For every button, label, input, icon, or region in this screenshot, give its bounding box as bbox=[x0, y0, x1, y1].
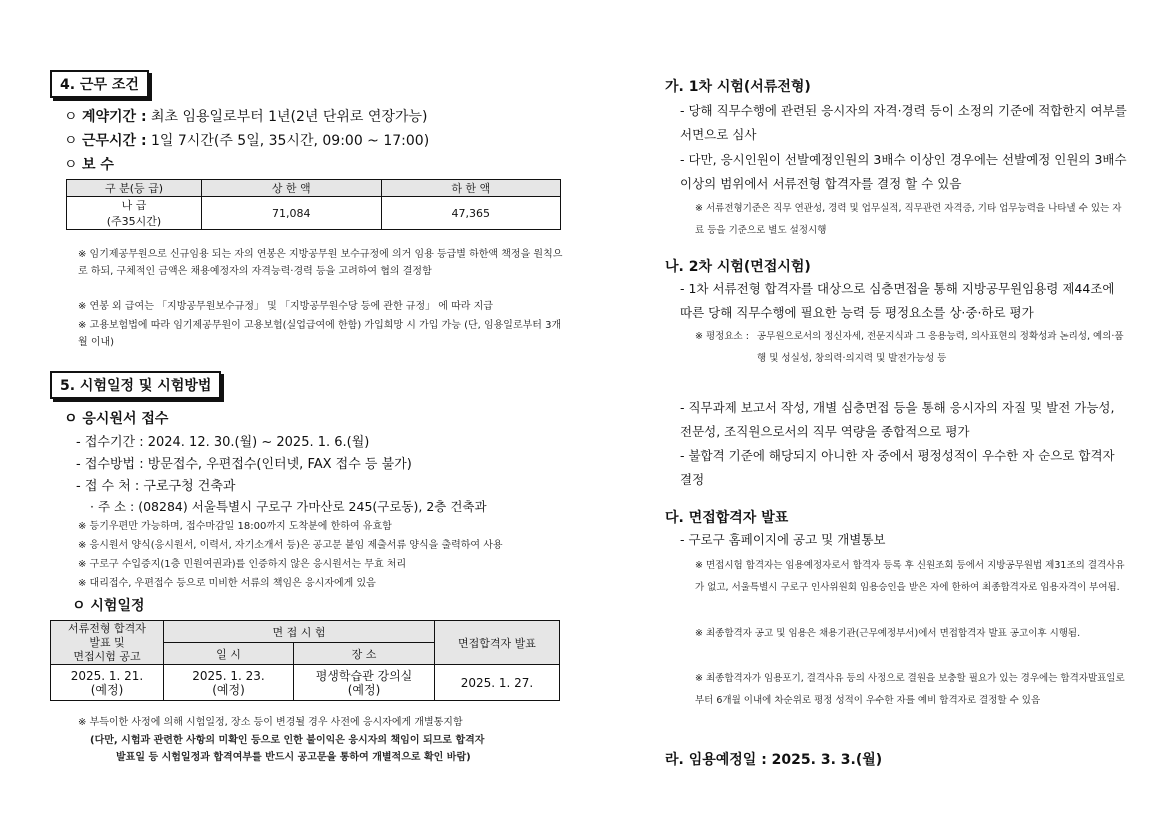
da-item-1: - 구로구 홈페이지에 공고 및 개별통보 bbox=[680, 532, 886, 547]
hours-label: 근무시간 : bbox=[81, 133, 147, 149]
schedule-warning-2: 발표일 등 시험일정과 합격여부를 반드시 공고문을 통하여 개별적으로 확인 바람) bbox=[116, 752, 471, 763]
pay-note-2: ※ 연봉 외 급여는 「지방공무원보수규정」 및 「지방공무원수당 등에 관한 규정」 에 따라 지급 bbox=[78, 301, 493, 312]
sched-interview-date-cell bbox=[164, 665, 294, 701]
section-5-title: 5. 시험일정 및 시험방법 bbox=[50, 371, 221, 399]
sched-doc-date-sub: (예정) bbox=[90, 682, 124, 697]
apply-note-3: ※ 구로구 수입증지(1층 민원여권과)를 인증하지 않은 응시원서는 무효 처리 bbox=[78, 559, 407, 570]
pay-header-grade: 구 분(등 급) bbox=[67, 180, 202, 197]
apply-place: - 접 수 처 : 구로구청 건축과 bbox=[76, 479, 236, 494]
pay-note-3: ※ 고용보험법에 따라 임기제공무원이 고용보험(실업급여에 한함) 가입희망 시 가입 가능 (단, 임용일로부터 3개월 이내) bbox=[78, 320, 562, 348]
da-note-3: ※ 최종합격자가 임용포기, 결격사유 등의 사정으로 결원을 보충할 필요가 있는 경우에는 합격자발표일로부터 6개월 이내에 차순위로 평정 성적이 우수한 자를 예비 합격자로 결정할 수 있음 bbox=[695, 673, 1125, 706]
schedule-label: 시험일정 bbox=[90, 598, 145, 614]
ra-title: 라. 임용예정일 : 2025. 3. 3.(월) bbox=[665, 752, 883, 768]
sched-header-doc bbox=[51, 621, 164, 665]
pay-header-upper: 상 한 액 bbox=[202, 180, 382, 197]
contract-label: 계약기간 : bbox=[81, 109, 147, 125]
pay-grade: 나 급 bbox=[121, 199, 147, 212]
pay-header-lower: 하 한 액 bbox=[381, 180, 561, 197]
na-note: 공무원으로서의 정신자세, 전문지식과 그 응용능력, 의사표현의 정확성과 논리성, 예의·품행 및 성실성, 창의력·의지력 및 발전가능성 등 bbox=[757, 331, 1124, 364]
pay-table bbox=[66, 179, 561, 230]
apply-note-2: ※ 응시원서 양식(응시원서, 이력서, 자기소개서 등)은 공고문 붙임 제출서류 양식을 출력하여 사용 bbox=[78, 540, 503, 551]
apply-address: · 주 소 : (08284) 서울특별시 구로구 가마산로 245(구로동), 2층 건축과 bbox=[90, 499, 487, 514]
pay-upper: 71,084 bbox=[202, 197, 382, 230]
sched-header-doc-3: 면접시험 공고 bbox=[73, 649, 141, 663]
na-item-3: - 불합격 기준에 해당되지 아니한 자 중에서 평정성적이 우수한 자 순으로 합격자 결정 bbox=[680, 448, 1115, 487]
pay-label: 보 수 bbox=[81, 157, 114, 173]
contract-text: 최초 임용일로부터 1년(2년 단위로 연장가능) bbox=[151, 109, 428, 125]
na-item-2: - 직무과제 보고서 작성, 개별 심층면접 등을 통해 응시자의 자질 및 발전 가능성, 전문성, 조직원으로서의 직무 역량을 종합적으로 평가 bbox=[680, 400, 1115, 439]
schedule-line: ㅇ 시험일정 bbox=[72, 598, 145, 614]
da-note-1: ※ 면접시험 합격자는 임용예정자로서 합격자 등록 후 신원조회 등에서 지방공무원법 제31조의 결격사유가 없고, 서울특별시 구로구 인사위원회 임용승인을 받은 자에 한하여 최종합격자로 임용자격이 부여됨. bbox=[695, 560, 1125, 593]
section-4-title: 4. 근무 조건 bbox=[50, 70, 149, 98]
pay-lower: 47,365 bbox=[381, 197, 561, 230]
ga-title: 가. 1차 시험(서류전형) bbox=[665, 79, 811, 95]
sched-interview-date-sub: (예정) bbox=[212, 682, 245, 697]
sched-header-interview: 면 접 시 험 bbox=[164, 621, 435, 643]
apply-label: 응시원서 접수 bbox=[82, 411, 169, 427]
pay-grade-sub: (주35시간) bbox=[106, 215, 162, 228]
sched-header-date: 일 시 bbox=[164, 643, 294, 665]
apply-note-4: ※ 대리접수, 우편접수 등으로 미비한 서류의 책임은 응시자에게 있음 bbox=[78, 578, 376, 589]
na-note-label: ※ 평정요소 : bbox=[695, 331, 749, 342]
schedule-table bbox=[50, 620, 560, 701]
sched-interview-date: 2025. 1. 23. bbox=[192, 668, 265, 683]
apply-method: - 접수방법 : 방문접수, 우편접수(인터넷, FAX 접수 등 불가) bbox=[76, 457, 412, 472]
da-note-2: ※ 최종합격자 공고 및 임용은 채용기관(근무예정부서)에서 면접합격자 발표 공고이후 시행됨. bbox=[695, 628, 1081, 639]
sched-header-final: 면접합격자 발표 bbox=[435, 621, 560, 665]
na-title: 나. 2차 시험(면접시험) bbox=[665, 259, 811, 275]
da-title: 다. 면접합격자 발표 bbox=[665, 510, 789, 526]
ga-item-2: - 다만, 응시인원이 선발예정인원의 3배수 이상인 경우에는 선발예정 인원의 3배수 이상의 범위에서 서류전형 합격자를 결정 할 수 있음 bbox=[680, 152, 1127, 191]
apply-period: - 접수기간 : 2024. 12. 30.(월) ~ 2025. 1. 6.(월) bbox=[76, 435, 370, 450]
apply-note-1: ※ 등기우편만 가능하며, 접수마감일 18:00까지 도착분에 한하여 유효함 bbox=[78, 521, 392, 532]
pay-note-1: ※ 임기제공무원으로 신규임용 되는 자의 연봉은 지방공무원 보수규정에 의거 임용 등급별 하한액 책정을 원칙으로 하되, 구체적인 금액은 채용예정자의 자격능력·경력 등을 고려하여 협의 결정함 bbox=[78, 249, 563, 277]
ga-item-1: - 당해 직무수행에 관련된 응시자의 자격·경력 등이 소정의 기준에 적합한지 여부를 서면으로 심사 bbox=[680, 103, 1127, 142]
hours-line: ㅇ 근무시간 : 1일 7시간(주 5일, 35시간, 09:00 ~ 17:00) bbox=[64, 133, 430, 149]
contract-line: ㅇ 계약기간 : 최초 임용일로부터 1년(2년 단위로 연장가능) bbox=[64, 109, 428, 125]
sched-interview-place: 평생학습관 강의실 bbox=[315, 668, 413, 683]
apply-line: ㅇ 응시원서 접수 bbox=[64, 411, 169, 427]
sched-interview-place-cell bbox=[294, 665, 435, 701]
pay-grade-cell bbox=[67, 197, 202, 230]
hours-text: 1일 7시간(주 5일, 35시간, 09:00 ~ 17:00) bbox=[151, 133, 430, 149]
sched-header-doc-2: 발표 및 bbox=[89, 635, 125, 649]
ga-note: ※ 서류전형기준은 직무 연관성, 경력 및 업무실적, 직무관련 자격증, 기타 업무능력을 나타낼 수 있는 자료 등을 기준으로 별도 설정시행 bbox=[695, 203, 1122, 236]
sched-final-date: 2025. 1. 27. bbox=[435, 665, 560, 701]
sched-interview-place-sub: (예정) bbox=[347, 682, 381, 697]
sched-header-doc-1: 서류전형 합격자 bbox=[68, 621, 146, 635]
sched-doc-date-cell bbox=[51, 665, 164, 701]
sched-doc-date: 2025. 1. 21. bbox=[70, 668, 144, 683]
schedule-warning-1: (다만, 시험과 관련한 사항의 미확인 등으로 인한 불이익은 응시자의 책임이 되므로 합격자 bbox=[90, 735, 485, 746]
schedule-note: ※ 부득이한 사정에 의해 시험일정, 장소 등이 변경될 경우 사전에 응시자에게 개별통지함 bbox=[78, 717, 463, 728]
sched-header-place: 장 소 bbox=[294, 643, 435, 665]
pay-line: ㅇ 보 수 bbox=[64, 157, 114, 173]
na-item-1: - 1차 서류전형 합격자를 대상으로 심층면접을 통해 지방공무원임용령 제44조에 따른 당해 직무수행에 필요한 능력 등 평정요소를 상·중·하로 평가 bbox=[680, 281, 1115, 320]
